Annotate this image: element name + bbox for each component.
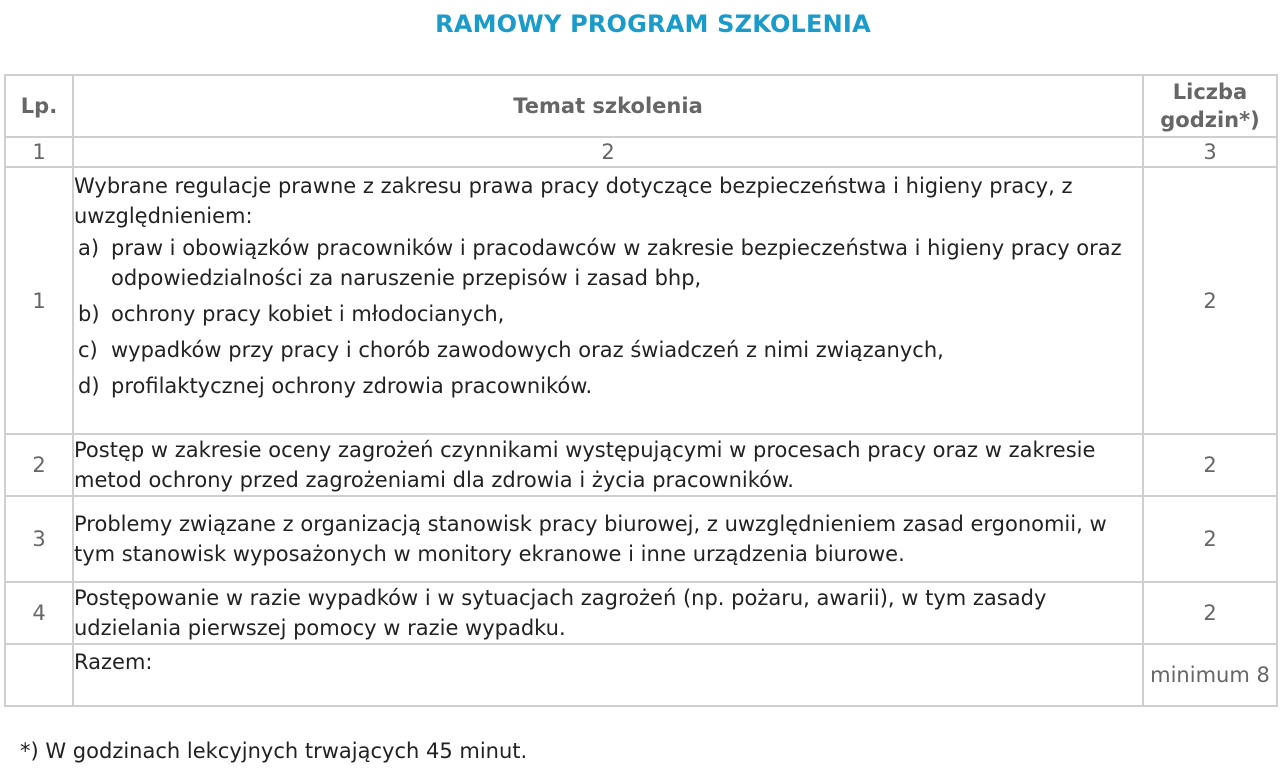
row-number: 1 [5,167,73,434]
table-row [5,496,1277,582]
total-label: Razem: [73,644,1143,706]
row-number: 3 [5,496,73,582]
header-topic: Temat szkolenia [73,75,1143,137]
row-topic [73,167,1143,434]
row-number: 2 [5,434,73,496]
training-program-table [4,74,1278,707]
total-hours: minimum 8 [1143,644,1277,706]
table-row [5,582,1277,644]
subitem-marker: c) [78,338,98,362]
subitem-text: profilaktycznej ochrony zdrowia pracowników. [111,374,593,398]
total-empty-cell [5,644,73,706]
subitem-text: wypadków przy pracy i chorób zawodowych oraz świadczeń z nimi związanych, [111,338,944,362]
topic-subitem [74,335,1142,365]
subitem-marker: d) [78,374,100,398]
column-index-3: 3 [1143,137,1277,167]
subitem-marker: b) [78,302,100,326]
subitem-text: praw i obowiązków pracowników i pracodawców w zakresie bezpieczeństwa i higieny pracy oraz odpowiedzialności za naruszenie przepisów i zasad bhp, [111,236,1122,290]
row-hours: 2 [1143,434,1277,496]
topic-subitems-list [74,233,1142,401]
topic-subitem [74,299,1142,329]
row-topic: Postęp w zakresie oceny zagrożeń czynnikami występującymi w procesach pracy oraz w zakresie metod ochrony przed zagrożeniami dla zdrowia i życia pracowników. [73,434,1143,496]
subitem-marker: a) [78,236,100,260]
row-topic: Postępowanie w razie wypadków i w sytuacjach zagrożeń (np. pożaru, awarii), w tym zasady udzielania pierwszej pomocy w razie wypadku. [73,582,1143,644]
header-hours: Liczba godzin*) [1143,75,1277,137]
header-lp: Lp. [5,75,73,137]
page-title: RAMOWY PROGRAM SZKOLENIA [435,10,871,38]
row-topic: Problemy związane z organizacją stanowisk pracy biurowej, z uwzględnieniem zasad ergonomii, w tym stanowisk wyposażonych w monitory ekranowe i inne urządzenia biurowe. [73,496,1143,582]
row-hours: 2 [1143,496,1277,582]
subitem-text: ochrony pracy kobiet i młodocianych, [111,302,505,326]
topic-subitem [74,371,1142,401]
row-hours: 2 [1143,167,1277,434]
row-number: 4 [5,582,73,644]
table-header-row [5,75,1277,137]
table-row [5,167,1277,434]
topic-intro: Wybrane regulacje prawne z zakresu prawa pracy dotyczące bezpieczeństwa i higieny pracy, z uwzględnieniem: [74,174,1073,228]
table-row [5,434,1277,496]
column-index-1: 1 [5,137,73,167]
total-row [5,644,1277,706]
column-index-row [5,137,1277,167]
column-index-2: 2 [73,137,1143,167]
row-hours: 2 [1143,582,1277,644]
topic-subitem [74,233,1142,293]
footnote: *) W godzinach lekcyjnych trwających 45 minut. [20,739,528,763]
